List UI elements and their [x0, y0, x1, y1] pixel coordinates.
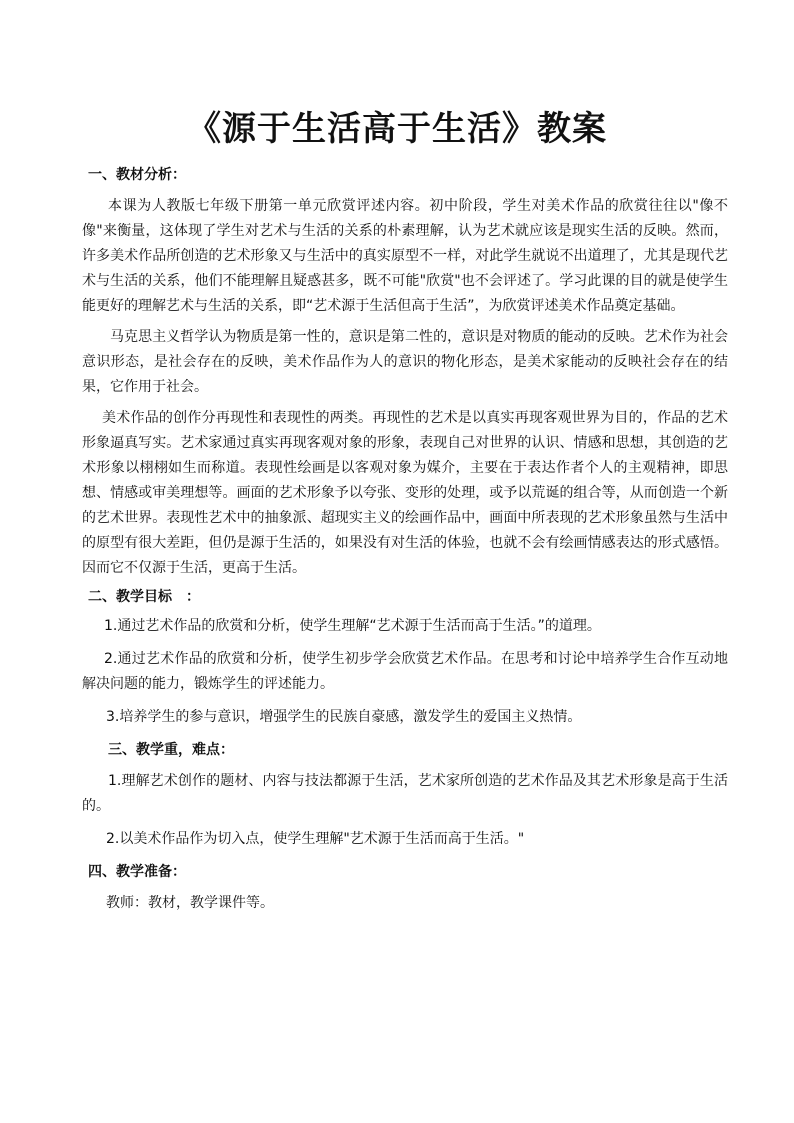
preparation-teacher-item: 教师：教材，教学课件等。: [106, 895, 274, 911]
paragraph-textbook-intro: 本课为人教版七年级下册第一单元欣赏评述内容。初中阶段，学生对美术作品的欣赏往往以"像不像"来衡量，这体现了学生对艺术与生活的关系的朴素理解，认为艺术就应该是现实生活的反映。然而，许多美术作品所创造的艺术形象又与生活中的真实原型不一样，对此学生就说不出道理了，尤其是现代艺术与生活的关系，他们不能理解且疑惑甚多，既不可能"欣赏"也不会评述了。学习此课的目的就是使学生能更好的理解艺术与生活的关系，即“艺术源于生活但高于生活”，为欣赏评述美术作品奠定基础。: [82, 198, 728, 314]
objective-item-3: 3.培养学生的参与意识，增强学生的民族自豪感，激发学生的爱国主义热情。: [106, 709, 582, 725]
key-point-item-1: 1.理解艺术创作的题材、内容与技法都源于生活，艺术家所创造的艺术作品及其艺术形象是高于生活的。: [82, 773, 728, 814]
objective-item-2: 2.通过艺术作品的欣赏和分析，使学生初步学会欣赏艺术作品。在思考和讨论中培养学生合作互动地解决问题的能力，锻炼学生的评述能力。: [82, 651, 728, 692]
section-heading-key-points: 三、教学重，难点：: [108, 742, 234, 758]
document-title: 《源于生活高于生活》教案: [187, 109, 607, 149]
document-body: [82, 163, 728, 916]
section-heading-teaching-preparation: 四、教学准备：: [88, 864, 186, 880]
section-heading-teaching-objectives: 二、教学目标 ：: [88, 589, 200, 605]
section-heading-textbook-analysis: 一、教材分析：: [88, 167, 186, 183]
objective-item-1: 1.通过艺术作品的欣赏和分析，使学生理解“艺术源于生活而高于生活。”的道理。: [104, 618, 601, 634]
key-point-item-2: 2.以美术作品作为切入点，使学生理解"艺术源于生活而高于生活。": [106, 831, 525, 847]
paragraph-marxist-philosophy: 马克思主义哲学认为物质是第一性的，意识是第二性的，意识是对物质的能动的反映。艺术作为社会意识形态，是社会存在的反映，美术作品作为人的意识的物化形态，是美术家能动的反映社会存在的结果，它作用于社会。: [82, 329, 728, 395]
paragraph-art-creation-types: 美术作品的创作分再现性和表现性的两类。再现性的艺术是以真实再现客观世界为目的，作品的艺术形象逼真写实。艺术家通过真实再现客观对象的形象，表现自己对世界的认识、情感和思想，其创造的艺术形象以栩栩如生而称道。表现性绘画是以客观对象为媒介，主要在于表达作者个人的主观精神，即思想、情感或审美理想等。画面的艺术形象予以夸张、变形的处理，或予以荒诞的组合等，从而创造一个新的艺术世界。表现性艺术中的抽象派、超现实主义的绘画作品中，画面中所表现的艺术形象虽然与生活中的原型有很大差距，但仍是源于生活的，如果没有对生活的体验，也就不会有绘画情感表达的形式感悟。因而它不仅源于生活，更高于生活。: [82, 410, 728, 576]
